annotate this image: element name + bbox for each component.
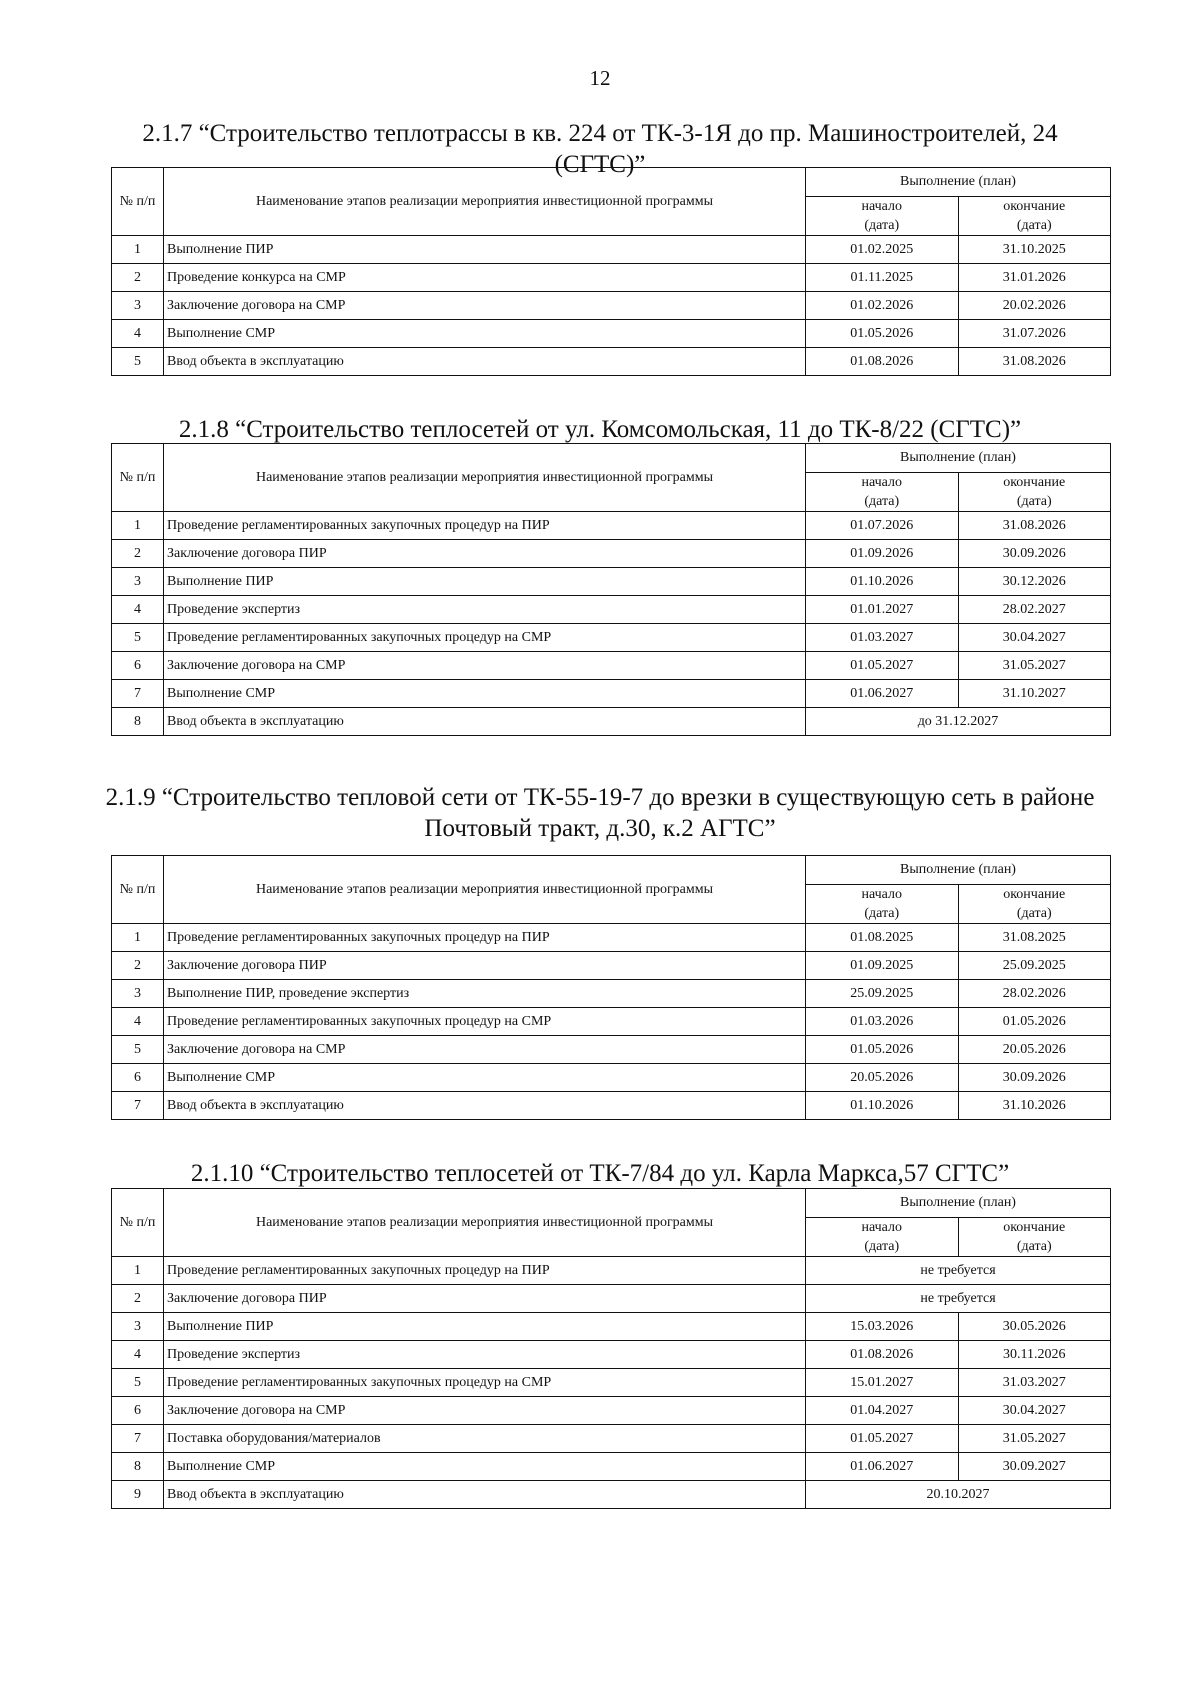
- column-header-number: № п/п: [112, 1189, 164, 1257]
- start-date: 25.09.2025: [806, 980, 959, 1008]
- end-date: 28.02.2026: [958, 980, 1111, 1008]
- end-date: 31.10.2026: [958, 1092, 1111, 1120]
- row-number: 8: [112, 708, 164, 736]
- row-number: 5: [112, 1036, 164, 1064]
- end-date: 31.01.2026: [958, 264, 1111, 292]
- row-number: 7: [112, 1092, 164, 1120]
- end-date: 31.08.2026: [958, 348, 1111, 376]
- start-date: 01.08.2026: [806, 1341, 959, 1369]
- stage-name: Заключение договора на СМР: [164, 1397, 806, 1425]
- start-date: 01.01.2027: [806, 596, 959, 624]
- row-number: 8: [112, 1453, 164, 1481]
- column-header-stage: Наименование этапов реализации мероприятия инвестиционной программы: [164, 168, 806, 236]
- row-number: 3: [112, 1313, 164, 1341]
- header-row: [112, 856, 1111, 885]
- column-header-end-date: окончание (дата): [958, 473, 1111, 512]
- stage-name: Заключение договора ПИР: [164, 540, 806, 568]
- column-header-stage: Наименование этапов реализации мероприятия инвестиционной программы: [164, 444, 806, 512]
- column-header-execution: Выполнение (план): [806, 168, 1111, 197]
- row-number: 2: [112, 264, 164, 292]
- table-row: [112, 320, 1111, 348]
- end-date: 30.05.2026: [958, 1313, 1111, 1341]
- table-row: [112, 348, 1111, 376]
- end-date: 30.09.2026: [958, 540, 1111, 568]
- end-date: 31.08.2026: [958, 512, 1111, 540]
- row-number: 2: [112, 952, 164, 980]
- start-date: 01.03.2027: [806, 624, 959, 652]
- start-date: 01.05.2027: [806, 652, 959, 680]
- stage-name: Проведение регламентированных закупочных процедур на СМР: [164, 1008, 806, 1036]
- end-date: 31.10.2025: [958, 236, 1111, 264]
- table-row: [112, 652, 1111, 680]
- row-number: 3: [112, 980, 164, 1008]
- end-date: 30.04.2027: [958, 624, 1111, 652]
- stage-name: Заключение договора на СМР: [164, 1036, 806, 1064]
- row-number: 1: [112, 1257, 164, 1285]
- stage-name: Проведение регламентированных закупочных процедур на ПИР: [164, 512, 806, 540]
- table-row: [112, 1313, 1111, 1341]
- page-number: 12: [589, 66, 611, 90]
- schedule-table: [111, 443, 1111, 736]
- start-date: 01.10.2026: [806, 1092, 959, 1120]
- stage-name: Выполнение ПИР, проведение экспертиз: [164, 980, 806, 1008]
- end-date: 30.04.2027: [958, 1397, 1111, 1425]
- table-row: [112, 1453, 1111, 1481]
- row-number: 6: [112, 652, 164, 680]
- column-header-start-date: начало (дата): [806, 473, 959, 512]
- table-row: [112, 1092, 1111, 1120]
- table-row: [112, 1257, 1111, 1285]
- row-number: 7: [112, 680, 164, 708]
- table-row: [112, 980, 1111, 1008]
- table-row: [112, 708, 1111, 736]
- row-number: 5: [112, 624, 164, 652]
- start-date: 20.05.2026: [806, 1064, 959, 1092]
- table-row: [112, 236, 1111, 264]
- table-row: [112, 1008, 1111, 1036]
- end-date: 31.03.2027: [958, 1369, 1111, 1397]
- start-date: 01.06.2027: [806, 1453, 959, 1481]
- stage-name: Проведение экспертиз: [164, 596, 806, 624]
- table-row: [112, 680, 1111, 708]
- end-date: 31.05.2027: [958, 652, 1111, 680]
- column-header-stage: Наименование этапов реализации мероприятия инвестиционной программы: [164, 856, 806, 924]
- table-row: [112, 568, 1111, 596]
- start-date: 01.04.2027: [806, 1397, 959, 1425]
- start-date: 01.05.2027: [806, 1425, 959, 1453]
- row-number: 2: [112, 540, 164, 568]
- column-header-number: № п/п: [112, 168, 164, 236]
- date-range: не требуется: [806, 1285, 1111, 1313]
- start-date: 01.05.2026: [806, 1036, 959, 1064]
- end-date: 31.08.2025: [958, 924, 1111, 952]
- column-header-start-date: начало (дата): [806, 1218, 959, 1257]
- row-number: 4: [112, 320, 164, 348]
- column-header-end-date: окончание (дата): [958, 885, 1111, 924]
- stage-name: Выполнение ПИР: [164, 1313, 806, 1341]
- table-row: [112, 952, 1111, 980]
- stage-name: Проведение экспертиз: [164, 1341, 806, 1369]
- schedule-table: [111, 167, 1111, 376]
- header-row: [112, 1189, 1111, 1218]
- table-row: [112, 1285, 1111, 1313]
- row-number: 4: [112, 1341, 164, 1369]
- stage-name: Заключение договора ПИР: [164, 1285, 806, 1313]
- header-row: [112, 168, 1111, 197]
- start-date: 01.06.2027: [806, 680, 959, 708]
- end-date: 25.09.2025: [958, 952, 1111, 980]
- column-header-end-date: окончание (дата): [958, 1218, 1111, 1257]
- column-header-end-date: окончание (дата): [958, 197, 1111, 236]
- row-number: 6: [112, 1397, 164, 1425]
- table-row: [112, 264, 1111, 292]
- stage-name: Ввод объекта в эксплуатацию: [164, 708, 806, 736]
- start-date: 01.02.2026: [806, 292, 959, 320]
- column-header-number: № п/п: [112, 444, 164, 512]
- row-number: 2: [112, 1285, 164, 1313]
- schedule-table: [111, 855, 1111, 1120]
- row-number: 4: [112, 1008, 164, 1036]
- stage-name: Выполнение ПИР: [164, 568, 806, 596]
- table-row: [112, 512, 1111, 540]
- start-date: 01.08.2026: [806, 348, 959, 376]
- start-date: 15.03.2026: [806, 1313, 959, 1341]
- table-row: [112, 540, 1111, 568]
- table-row: [112, 924, 1111, 952]
- stage-name: Выполнение СМР: [164, 320, 806, 348]
- date-range: 20.10.2027: [806, 1481, 1111, 1509]
- start-date: 01.05.2026: [806, 320, 959, 348]
- start-date: 01.02.2025: [806, 236, 959, 264]
- row-number: 5: [112, 1369, 164, 1397]
- table-row: [112, 624, 1111, 652]
- row-number: 3: [112, 292, 164, 320]
- start-date: 01.09.2026: [806, 540, 959, 568]
- header-row: [112, 444, 1111, 473]
- column-header-number: № п/п: [112, 856, 164, 924]
- start-date: 01.07.2026: [806, 512, 959, 540]
- stage-name: Заключение договора ПИР: [164, 952, 806, 980]
- start-date: 01.09.2025: [806, 952, 959, 980]
- column-header-start-date: начало (дата): [806, 197, 959, 236]
- stage-name: Проведение конкурса на СМР: [164, 264, 806, 292]
- stage-name: Проведение регламентированных закупочных процедур на ПИР: [164, 1257, 806, 1285]
- stage-name: Проведение регламентированных закупочных процедур на ПИР: [164, 924, 806, 952]
- column-header-execution: Выполнение (план): [806, 444, 1111, 473]
- stage-name: Ввод объекта в эксплуатацию: [164, 1481, 806, 1509]
- stage-name: Выполнение СМР: [164, 680, 806, 708]
- row-number: 6: [112, 1064, 164, 1092]
- schedule-table: [111, 1188, 1111, 1509]
- stage-name: Выполнение СМР: [164, 1064, 806, 1092]
- start-date: 01.11.2025: [806, 264, 959, 292]
- row-number: 4: [112, 596, 164, 624]
- table-row: [112, 1369, 1111, 1397]
- row-number: 3: [112, 568, 164, 596]
- stage-name: Ввод объекта в эксплуатацию: [164, 348, 806, 376]
- column-header-start-date: начало (дата): [806, 885, 959, 924]
- stage-name: Поставка оборудования/материалов: [164, 1425, 806, 1453]
- end-date: 30.09.2027: [958, 1453, 1111, 1481]
- end-date: 31.05.2027: [958, 1425, 1111, 1453]
- end-date: 30.09.2026: [958, 1064, 1111, 1092]
- table-row: [112, 1036, 1111, 1064]
- stage-name: Заключение договора на СМР: [164, 652, 806, 680]
- start-date: 01.10.2026: [806, 568, 959, 596]
- start-date: 01.08.2025: [806, 924, 959, 952]
- stage-name: Проведение регламентированных закупочных процедур на СМР: [164, 624, 806, 652]
- start-date: 15.01.2027: [806, 1369, 959, 1397]
- row-number: 7: [112, 1425, 164, 1453]
- end-date: 20.02.2026: [958, 292, 1111, 320]
- section-title: 2.1.9 “Строительство тепловой сети от ТК-55-19-7 до врезки в существующую сеть в районе Почтовый тракт, д.30, к.2 АГТС”: [105, 784, 1095, 842]
- date-range: не требуется: [806, 1257, 1111, 1285]
- end-date: 30.12.2026: [958, 568, 1111, 596]
- end-date: 31.10.2027: [958, 680, 1111, 708]
- table-row: [112, 1397, 1111, 1425]
- end-date: 28.02.2027: [958, 596, 1111, 624]
- column-header-execution: Выполнение (план): [806, 856, 1111, 885]
- section-title: 2.1.8 “Строительство теплосетей от ул. Комсомольская, 11 до ТК-8/22 (СГТС)”: [178, 416, 1022, 443]
- column-header-stage: Наименование этапов реализации мероприятия инвестиционной программы: [164, 1189, 806, 1257]
- table-row: [112, 1481, 1111, 1509]
- table-row: [112, 1341, 1111, 1369]
- section-title: 2.1.10 “Строительство теплосетей от ТК-7/84 до ул. Карла Маркса,57 СГТС”: [190, 1160, 1010, 1187]
- end-date: 20.05.2026: [958, 1036, 1111, 1064]
- column-header-execution: Выполнение (план): [806, 1189, 1111, 1218]
- end-date: 31.07.2026: [958, 320, 1111, 348]
- stage-name: Проведение регламентированных закупочных процедур на СМР: [164, 1369, 806, 1397]
- start-date: 01.03.2026: [806, 1008, 959, 1036]
- row-number: 1: [112, 924, 164, 952]
- table-row: [112, 1064, 1111, 1092]
- section-title: 2.1.7 “Строительство теплотрассы в кв. 224 от ТК-3-1Я до пр. Машиностроителей, 24 (СГТС)”: [142, 120, 1058, 178]
- stage-name: Заключение договора на СМР: [164, 292, 806, 320]
- table-row: [112, 1425, 1111, 1453]
- table-row: [112, 292, 1111, 320]
- end-date: 30.11.2026: [958, 1341, 1111, 1369]
- row-number: 5: [112, 348, 164, 376]
- stage-name: Выполнение ПИР: [164, 236, 806, 264]
- end-date: 01.05.2026: [958, 1008, 1111, 1036]
- stage-name: Ввод объекта в эксплуатацию: [164, 1092, 806, 1120]
- row-number: 1: [112, 236, 164, 264]
- stage-name: Выполнение СМР: [164, 1453, 806, 1481]
- row-number: 9: [112, 1481, 164, 1509]
- date-range: до 31.12.2027: [806, 708, 1111, 736]
- table-row: [112, 596, 1111, 624]
- row-number: 1: [112, 512, 164, 540]
